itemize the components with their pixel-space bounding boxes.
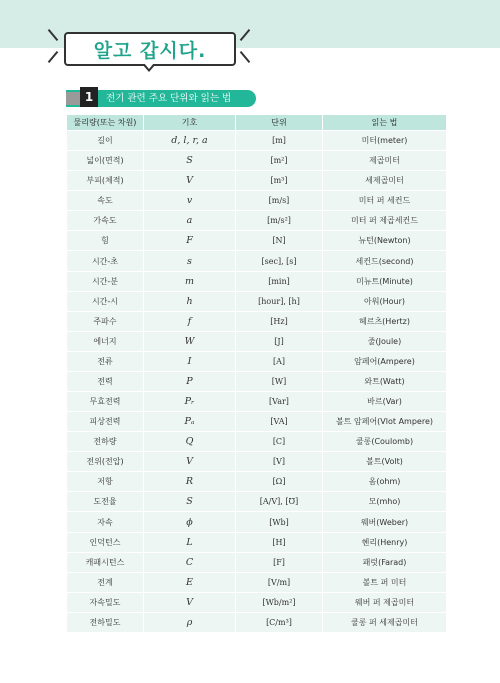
table-row [67, 492, 447, 512]
cell-unit: [m/s] [236, 191, 323, 211]
cell-unit: [m³] [236, 171, 323, 191]
cell-unit: [m²] [236, 151, 323, 171]
cell-quantity: 전위(전압) [67, 452, 144, 472]
cell-unit: [m] [236, 131, 323, 151]
cell-symbol: v [144, 191, 236, 211]
section-number: 1 [80, 87, 98, 107]
table-row [67, 592, 447, 612]
cell-reading: 암페어(Ampere) [323, 351, 447, 371]
cell-reading: 세제곱미터 [323, 171, 447, 191]
table-row [67, 532, 447, 552]
cell-symbol: Pᵣ [144, 392, 236, 412]
cell-symbol: P [144, 371, 236, 391]
cell-symbol: m [144, 271, 236, 291]
cell-symbol: W [144, 331, 236, 351]
table-row [67, 572, 447, 592]
cell-quantity: 부피(체적) [67, 171, 144, 191]
cell-symbol: E [144, 572, 236, 592]
cell-reading: 아워(Hour) [323, 291, 447, 311]
cell-reading: 웨버(Weber) [323, 512, 447, 532]
table-row [67, 171, 447, 191]
title-callout [64, 32, 236, 66]
header-unit: 단위 [236, 115, 323, 131]
cell-symbol: f [144, 311, 236, 331]
cell-reading: 미뉴트(Minute) [323, 271, 447, 291]
cell-unit: [Ω] [236, 472, 323, 492]
cell-quantity: 자속밀도 [67, 592, 144, 612]
cell-reading: 줄(Joule) [323, 331, 447, 351]
cell-symbol: L [144, 532, 236, 552]
section-title: 전기 관련 주요 단위와 읽는 법 [106, 93, 232, 104]
section-tag [66, 92, 80, 105]
cell-unit: [N] [236, 231, 323, 251]
cell-unit: [A/V], [℧] [236, 492, 323, 512]
cell-symbol: d, l, r, a [144, 131, 236, 151]
cell-reading: 바르(Var) [323, 392, 447, 412]
table-row [67, 311, 447, 331]
cell-reading: 뉴턴(Newton) [323, 231, 447, 251]
cell-unit: [min] [236, 271, 323, 291]
cell-quantity: 주파수 [67, 311, 144, 331]
cell-quantity: 전하밀도 [67, 612, 144, 632]
cell-quantity: 시간-초 [67, 251, 144, 271]
cell-reading: 쿨롱(Coulomb) [323, 432, 447, 452]
table-row [67, 432, 447, 452]
table-row [67, 371, 447, 391]
cell-quantity: 힘 [67, 231, 144, 251]
cell-quantity: 자속 [67, 512, 144, 532]
cell-reading: 웨버 퍼 제곱미터 [323, 592, 447, 612]
cell-quantity: 속도 [67, 191, 144, 211]
cell-symbol: ρ [144, 612, 236, 632]
cell-reading: 옴(ohm) [323, 472, 447, 492]
cell-quantity: 전력 [67, 371, 144, 391]
cell-reading: 미터 퍼 세컨드 [323, 191, 447, 211]
table-row [67, 452, 447, 472]
cell-symbol: S [144, 151, 236, 171]
table-row [67, 271, 447, 291]
cell-quantity: 무효전력 [67, 392, 144, 412]
table-row [67, 231, 447, 251]
table-row [67, 612, 447, 632]
cell-reading: 세컨드(second) [323, 251, 447, 271]
cell-quantity: 시간-시 [67, 291, 144, 311]
cell-symbol: a [144, 211, 236, 231]
cell-unit: [Hz] [236, 311, 323, 331]
cell-quantity: 길이 [67, 131, 144, 151]
header-quantity: 물리량(또는 차원) [67, 115, 144, 131]
cell-quantity: 가속도 [67, 211, 144, 231]
cell-quantity: 인덕턴스 [67, 532, 144, 552]
table-row [67, 151, 447, 171]
cell-reading: 제곱미터 [323, 151, 447, 171]
cell-unit: [C/m³] [236, 612, 323, 632]
cell-reading: 헤르츠(Hertz) [323, 311, 447, 331]
cell-symbol: h [144, 291, 236, 311]
cell-reading: 쿨롱 퍼 세제곱미터 [323, 612, 447, 632]
callout-tail-inner [144, 63, 154, 69]
cell-symbol: Q [144, 432, 236, 452]
cell-quantity: 전하량 [67, 432, 144, 452]
cell-unit: [A] [236, 351, 323, 371]
table-row [67, 251, 447, 271]
cell-symbol: C [144, 552, 236, 572]
table-row [67, 552, 447, 572]
cell-unit: [F] [236, 552, 323, 572]
cell-symbol: Pₐ [144, 412, 236, 432]
header-reading: 읽는 법 [323, 115, 447, 131]
cell-unit: [J] [236, 331, 323, 351]
cell-quantity: 전계 [67, 572, 144, 592]
table-row [67, 392, 447, 412]
table-body [67, 131, 447, 633]
cell-unit: [C] [236, 432, 323, 452]
cell-reading: 패럿(Farad) [323, 552, 447, 572]
cell-reading: 볼트 퍼 미터 [323, 572, 447, 592]
table-row [67, 191, 447, 211]
cell-quantity: 저항 [67, 472, 144, 492]
cell-symbol: R [144, 472, 236, 492]
units-table [66, 114, 447, 633]
cell-quantity: 에너지 [67, 331, 144, 351]
cell-unit: [V/m] [236, 572, 323, 592]
cell-quantity: 피상전력 [67, 412, 144, 432]
cell-unit: [W] [236, 371, 323, 391]
cell-symbol: F [144, 231, 236, 251]
cell-unit: [Wb/m²] [236, 592, 323, 612]
cell-reading: 모(mho) [323, 492, 447, 512]
cell-quantity: 시간-분 [67, 271, 144, 291]
cell-symbol: V [144, 452, 236, 472]
cell-reading: 와트(Watt) [323, 371, 447, 391]
table-row [67, 291, 447, 311]
table-header-row [67, 115, 447, 131]
cell-quantity: 전류 [67, 351, 144, 371]
cell-symbol: I [144, 351, 236, 371]
title-box [64, 32, 236, 66]
table-row [67, 472, 447, 492]
cell-quantity: 도전율 [67, 492, 144, 512]
cell-reading: 미터(meter) [323, 131, 447, 151]
cell-unit: [H] [236, 532, 323, 552]
cell-symbol: s [144, 251, 236, 271]
table-row [67, 131, 447, 151]
cell-reading: 볼트 암페어(Vlot Ampere) [323, 412, 447, 432]
table-row [67, 412, 447, 432]
cell-reading: 볼트(Volt) [323, 452, 447, 472]
cell-unit: [Var] [236, 392, 323, 412]
cell-unit: [hour], [h] [236, 291, 323, 311]
table-row [67, 211, 447, 231]
cell-unit: [VA] [236, 412, 323, 432]
cell-reading: 미터 퍼 제곱세컨드 [323, 211, 447, 231]
table-row [67, 351, 447, 371]
page-title: 알고 갑시다. [93, 39, 207, 62]
cell-symbol: V [144, 171, 236, 191]
table-row [67, 512, 447, 532]
cell-unit: [m/s²] [236, 211, 323, 231]
cell-unit: [Wb] [236, 512, 323, 532]
header-symbol: 기호 [144, 115, 236, 131]
cell-reading: 헨리(Henry) [323, 532, 447, 552]
cell-symbol: V [144, 592, 236, 612]
cell-symbol: S [144, 492, 236, 512]
cell-unit: [sec], [s] [236, 251, 323, 271]
cell-symbol: ϕ [144, 512, 236, 532]
cell-quantity: 캐패시턴스 [67, 552, 144, 572]
cell-quantity: 넓이(면적) [67, 151, 144, 171]
table-row [67, 331, 447, 351]
cell-unit: [V] [236, 452, 323, 472]
